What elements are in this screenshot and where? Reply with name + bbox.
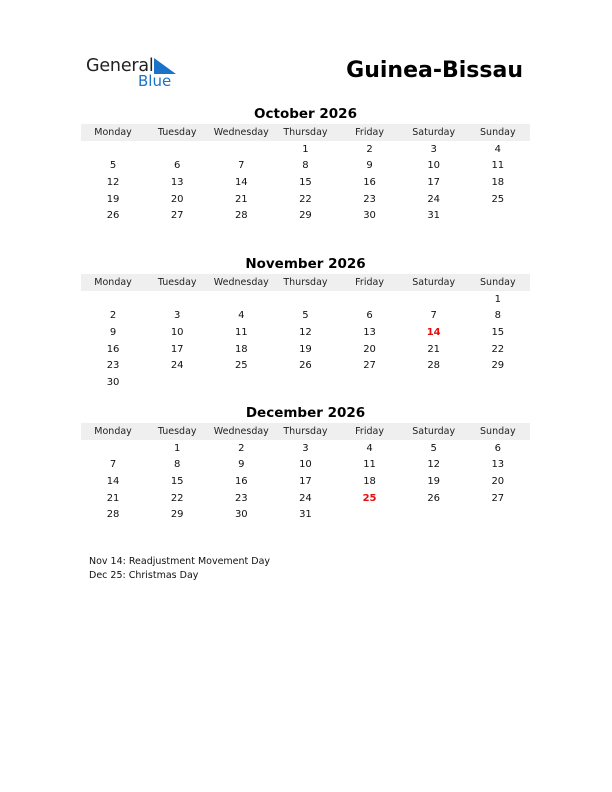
day-cell: 2 bbox=[238, 442, 245, 454]
day-cell: 6 bbox=[366, 310, 373, 322]
day-cell: 12 bbox=[106, 176, 120, 188]
day-cell: 1 bbox=[494, 293, 501, 305]
day-cell: 23 bbox=[106, 360, 120, 372]
day-cell: 2 bbox=[109, 310, 117, 322]
weekday-header: Friday bbox=[355, 127, 384, 138]
weekday-header: Monday bbox=[94, 277, 132, 288]
day-cell: 18 bbox=[234, 343, 248, 355]
holiday-note: Dec 25: Christmas Day bbox=[89, 570, 199, 581]
day-cell: 29 bbox=[170, 509, 184, 521]
day-cell: 21 bbox=[234, 193, 248, 205]
weekday-header: Tuesday bbox=[157, 277, 197, 288]
month-november bbox=[81, 255, 530, 391]
day-cell: 25 bbox=[491, 193, 505, 205]
week-row bbox=[81, 174, 530, 191]
weekday-header: Thursday bbox=[283, 277, 328, 288]
holiday-day-cell: 25 bbox=[362, 492, 377, 504]
weekday-header: Saturday bbox=[412, 127, 456, 138]
day-cell: 16 bbox=[363, 176, 376, 188]
week-row bbox=[81, 357, 530, 374]
day-cell: 20 bbox=[170, 193, 184, 205]
day-cell: 24 bbox=[170, 360, 184, 372]
day-cell: 8 bbox=[494, 310, 501, 322]
weekday-header: Wednesday bbox=[213, 426, 269, 437]
logo-word-general: General bbox=[86, 56, 154, 76]
day-cell: 16 bbox=[106, 343, 120, 355]
weekday-header: Friday bbox=[355, 426, 384, 437]
day-cell: 30 bbox=[363, 210, 376, 222]
week-row bbox=[81, 374, 530, 391]
week-row bbox=[81, 308, 530, 325]
day-cell: 12 bbox=[299, 326, 312, 338]
day-cell: 22 bbox=[491, 343, 505, 355]
day-cell: 3 bbox=[302, 442, 309, 454]
day-cell: 28 bbox=[427, 360, 441, 372]
day-cell: 4 bbox=[494, 143, 501, 155]
day-cell: 15 bbox=[491, 326, 505, 338]
weekday-header-row bbox=[81, 274, 530, 291]
day-cell: 7 bbox=[238, 160, 245, 172]
day-cell: 12 bbox=[427, 459, 441, 471]
day-cell: 7 bbox=[109, 459, 117, 471]
month-title: December 2026 bbox=[245, 405, 366, 421]
day-cell: 18 bbox=[491, 176, 505, 188]
day-cell: 5 bbox=[302, 310, 309, 322]
month-december bbox=[81, 404, 530, 523]
day-cell: 4 bbox=[238, 310, 245, 322]
day-cell: 23 bbox=[234, 492, 248, 504]
week-row bbox=[81, 191, 530, 208]
weekday-header-row bbox=[81, 124, 530, 141]
day-cell: 18 bbox=[363, 475, 376, 487]
day-cell: 19 bbox=[299, 343, 312, 355]
day-cell: 29 bbox=[299, 210, 312, 222]
week-row bbox=[81, 141, 530, 158]
day-cell: 20 bbox=[491, 475, 505, 487]
week-row bbox=[81, 457, 530, 474]
week-row bbox=[81, 341, 530, 358]
day-cell: 10 bbox=[299, 459, 312, 471]
week-row bbox=[81, 158, 530, 175]
day-cell: 31 bbox=[299, 509, 312, 521]
day-cell: 27 bbox=[170, 210, 184, 222]
weekday-header: Sunday bbox=[480, 277, 516, 288]
week-row bbox=[81, 291, 530, 308]
weekday-header: Saturday bbox=[412, 426, 456, 437]
generalblue-logo bbox=[86, 56, 186, 92]
day-cell: 24 bbox=[427, 193, 441, 205]
day-cell: 13 bbox=[170, 176, 184, 188]
day-cell: 8 bbox=[302, 160, 309, 172]
month-october bbox=[81, 105, 530, 224]
day-cell: 27 bbox=[491, 492, 505, 504]
weekday-header: Thursday bbox=[283, 426, 328, 437]
weekday-header: Friday bbox=[355, 277, 384, 288]
day-cell: 15 bbox=[299, 176, 312, 188]
weekday-header: Tuesday bbox=[157, 426, 197, 437]
day-cell: 13 bbox=[363, 326, 376, 338]
day-cell: 17 bbox=[299, 475, 312, 487]
week-row bbox=[81, 490, 530, 507]
day-cell: 22 bbox=[170, 492, 184, 504]
day-cell: 26 bbox=[299, 360, 312, 372]
day-cell: 4 bbox=[366, 442, 373, 454]
day-cell: 31 bbox=[427, 210, 441, 222]
day-cell: 2 bbox=[366, 143, 373, 155]
day-cell: 16 bbox=[234, 475, 248, 487]
month-title: October 2026 bbox=[254, 106, 357, 122]
weekday-header: Wednesday bbox=[213, 277, 269, 288]
day-cell: 20 bbox=[363, 343, 376, 355]
weekday-header: Tuesday bbox=[157, 127, 197, 138]
day-cell: 30 bbox=[106, 376, 120, 388]
day-cell: 5 bbox=[109, 160, 117, 172]
day-cell: 3 bbox=[174, 310, 181, 322]
day-cell: 22 bbox=[299, 193, 312, 205]
week-row bbox=[81, 207, 530, 224]
logo-word-blue: Blue bbox=[138, 72, 172, 90]
day-cell: 28 bbox=[106, 509, 120, 521]
day-cell: 25 bbox=[234, 360, 248, 372]
day-cell: 9 bbox=[366, 160, 373, 172]
day-cell: 27 bbox=[363, 360, 376, 372]
day-cell: 19 bbox=[106, 193, 120, 205]
day-cell: 9 bbox=[238, 459, 245, 471]
weekday-header: Saturday bbox=[412, 277, 456, 288]
day-cell: 21 bbox=[106, 492, 120, 504]
day-cell: 6 bbox=[494, 442, 501, 454]
day-cell: 11 bbox=[363, 459, 376, 471]
day-cell: 13 bbox=[491, 459, 505, 471]
day-cell: 1 bbox=[174, 442, 181, 454]
weekday-header: Monday bbox=[94, 426, 132, 437]
day-cell: 10 bbox=[170, 326, 184, 338]
day-cell: 7 bbox=[430, 310, 437, 322]
day-cell: 28 bbox=[234, 210, 248, 222]
week-row bbox=[81, 440, 530, 457]
weekday-header: Wednesday bbox=[213, 127, 269, 138]
day-cell: 14 bbox=[106, 475, 120, 487]
day-cell: 6 bbox=[174, 160, 181, 172]
day-cell: 26 bbox=[427, 492, 441, 504]
day-cell: 19 bbox=[427, 475, 441, 487]
day-cell: 24 bbox=[299, 492, 312, 504]
holiday-day-cell: 14 bbox=[426, 326, 441, 338]
day-cell: 21 bbox=[427, 343, 441, 355]
holiday-note: Nov 14: Readjustment Movement Day bbox=[89, 556, 271, 567]
country-title: Guinea-Bissau bbox=[346, 58, 523, 83]
weekday-header: Sunday bbox=[480, 127, 516, 138]
day-cell: 10 bbox=[427, 160, 441, 172]
day-cell: 1 bbox=[302, 143, 309, 155]
week-row bbox=[81, 473, 530, 490]
day-cell: 8 bbox=[174, 459, 181, 471]
weekday-header-row bbox=[81, 423, 530, 440]
day-cell: 14 bbox=[234, 176, 248, 188]
day-cell: 26 bbox=[106, 210, 120, 222]
day-cell: 11 bbox=[234, 326, 248, 338]
day-cell: 9 bbox=[109, 326, 117, 338]
day-cell: 29 bbox=[491, 360, 505, 372]
weekday-header: Sunday bbox=[480, 426, 516, 437]
holiday-notes bbox=[89, 555, 270, 583]
day-cell: 5 bbox=[430, 442, 437, 454]
day-cell: 30 bbox=[234, 509, 248, 521]
day-cell: 15 bbox=[170, 475, 184, 487]
day-cell: 17 bbox=[427, 176, 441, 188]
week-row bbox=[81, 506, 530, 523]
day-cell: 17 bbox=[170, 343, 184, 355]
month-title: November 2026 bbox=[245, 256, 366, 272]
week-row bbox=[81, 324, 530, 341]
weekday-header: Thursday bbox=[283, 127, 328, 138]
day-cell: 23 bbox=[363, 193, 376, 205]
day-cell: 11 bbox=[491, 160, 505, 172]
weekday-header: Monday bbox=[94, 127, 132, 138]
day-cell: 3 bbox=[430, 143, 437, 155]
